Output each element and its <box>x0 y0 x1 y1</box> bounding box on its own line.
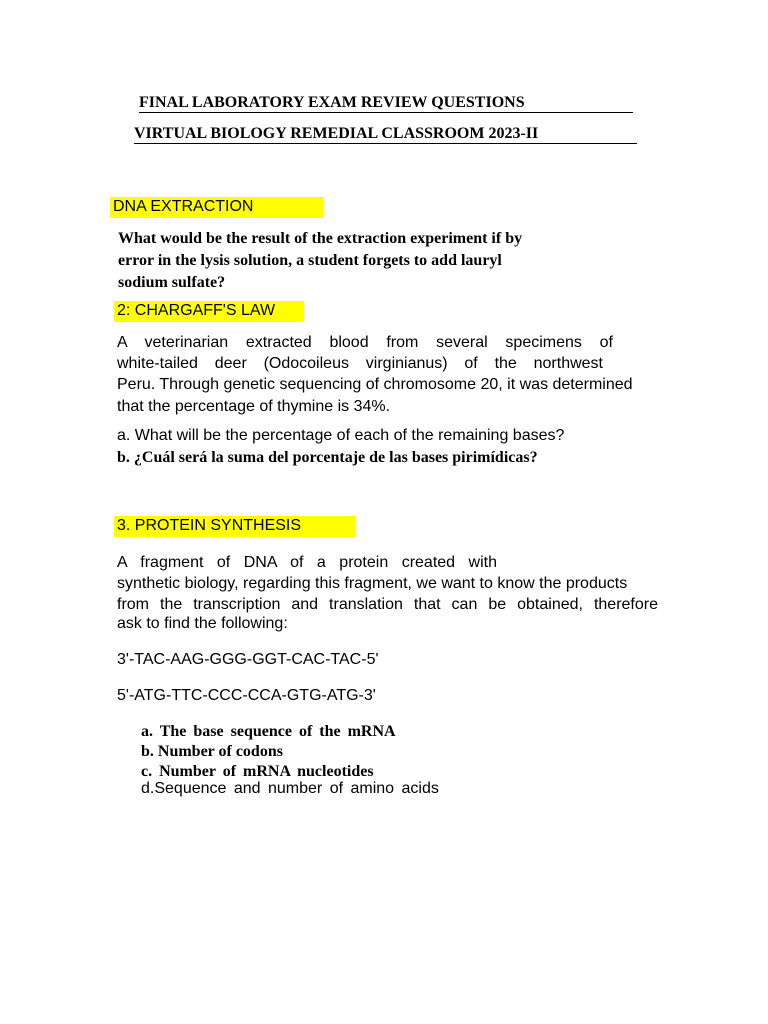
item-d: d.Sequence and number of amino acids <box>141 780 439 797</box>
protein-paragraph-line-2: synthetic biology, regarding this fragment, we want to know the products <box>117 575 628 592</box>
dna-sequence-coding: 5'-ATG-TTC-CCC-CCA-GTG-ATG-3' <box>117 687 376 704</box>
section-heading-dna-extraction: DNA EXTRACTION <box>110 197 323 218</box>
protein-paragraph-line-4: ask to find the following: <box>117 615 288 632</box>
item-b: b. Number of codons <box>141 743 283 760</box>
question-a: a. What will be the percentage of each of the remaining bases? <box>117 427 565 444</box>
protein-paragraph-line-3: from the transcription and translation that can be obtained, therefore <box>117 596 658 613</box>
title-classroom: VIRTUAL BIOLOGY REMEDIAL CLASSROOM 2023-II <box>134 125 539 142</box>
item-c: c. Number of mRNA nucleotides <box>141 763 374 780</box>
protein-paragraph-line-1: A fragment of DNA of a protein created with <box>117 554 497 571</box>
item-a: a. The base sequence of the mRNA <box>141 723 396 740</box>
title-exam-review: FINAL LABORATORY EXAM REVIEW QUESTIONS <box>139 94 525 111</box>
title-underline-2 <box>134 143 637 144</box>
paragraph-line-3: Peru. Through genetic sequencing of chromosome 20, it was determined <box>117 376 633 393</box>
title-underline-1 <box>139 112 633 113</box>
question-b: b. ¿Cuál será la suma del porcentaje de las bases pirimídicas? <box>117 449 538 466</box>
paragraph-line-1: A veterinarian extracted blood from several specimens of <box>117 334 613 351</box>
question-line-3: sodium sulfate? <box>118 274 226 291</box>
question-line-2: error in the lysis solution, a student forgets to add lauryl <box>118 252 502 269</box>
section-heading-protein-synthesis: 3. PROTEIN SYNTHESIS <box>114 516 355 537</box>
paragraph-line-4: that the percentage of thymine is 34%. <box>117 398 391 415</box>
paragraph-line-2: white-tailed deer (Odocoileus virginianus) of the northwest <box>117 355 603 372</box>
section-heading-chargaff: 2: CHARGAFF'S LAW <box>114 301 304 322</box>
dna-sequence-template: 3'-TAC-AAG-GGG-GGT-CAC-TAC-5' <box>117 651 379 668</box>
question-line-1: What would be the result of the extraction experiment if by <box>118 230 523 247</box>
